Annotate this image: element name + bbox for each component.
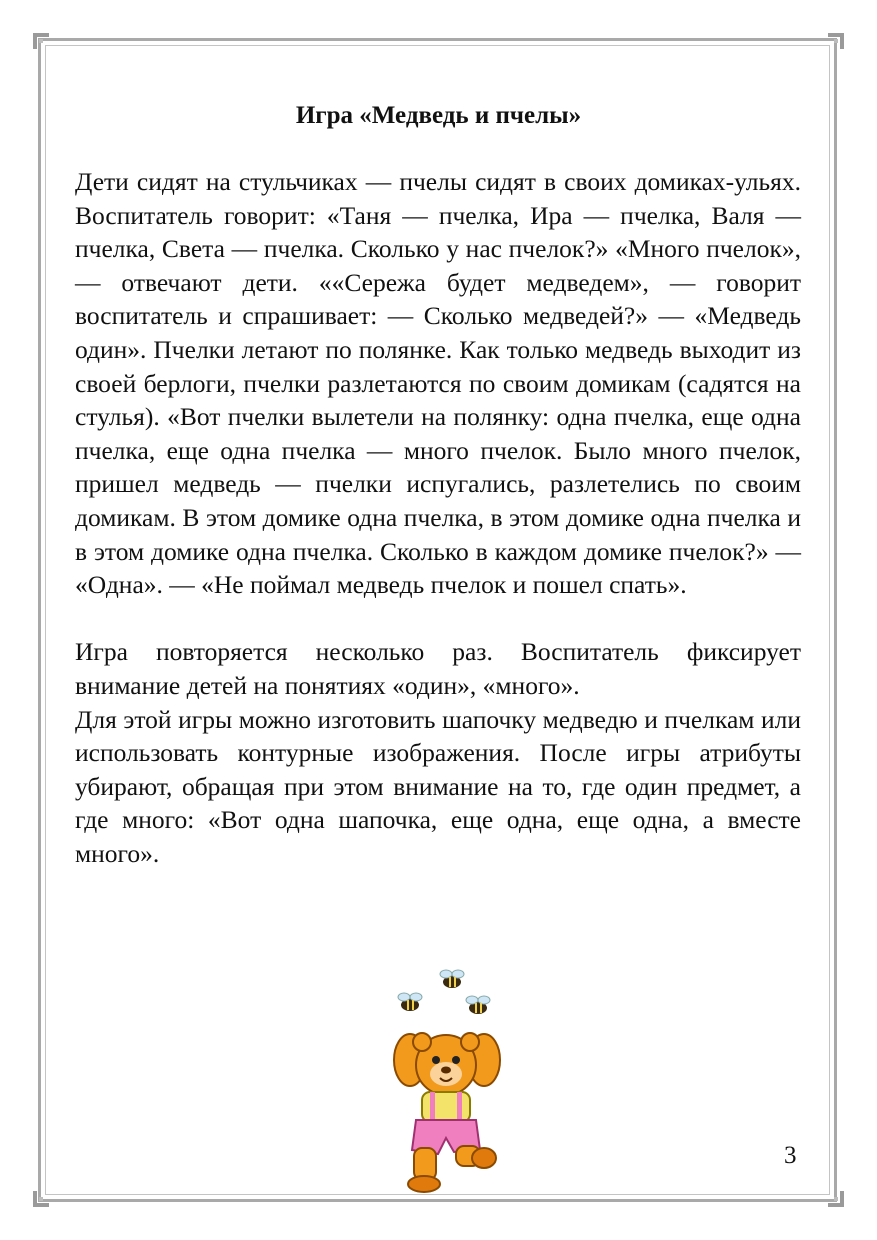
paragraph-spacer bbox=[75, 602, 801, 636]
bee-icon bbox=[440, 970, 464, 988]
bee-icon bbox=[398, 993, 422, 1011]
paragraph-props-note: Для этой игры можно изготовить шапочку медведю и пчелкам или использовать контурные изображения. После игры атрибуты убирают, обращая при этом внимание на то, где один предмет, а где много: «Вот одна шапочка, еще одна, еще одна, а вместе много». bbox=[75, 704, 801, 868]
document-title: Игра «Медведь и пчелы» bbox=[295, 102, 582, 129]
frame-corner-icon bbox=[33, 1191, 49, 1207]
bee-icon bbox=[466, 996, 490, 1014]
paragraph-repeat-note: Игра повторяется несколько раз. Воспитатель фиксирует внимание детей на понятиях «один», «много». bbox=[75, 637, 801, 700]
paragraph-game-description: Дети сидят на стульчиках — пчелы сидят в своих домиках-ульях. Воспитатель говорит: «Таня — пчелка, Ира — пчелка, Валя — пчелка, Света — пчелка. Сколько у нас пчелок?» «Много пчелок», — отвечают дети. ««Сережа будет медведем», — говорит воспитатель и спрашивает: — Сколько медведей?» — «Медведь один». Пчелки летают по полянке. Как только медведь выходит из своей берлоги, пчелки разлетаются по своим домикам (садятся на стулья). «Вот пчелки вылетели на полянку: одна пчелка, еще одна пчелка, еще одна пчелка — много пчелок. Было много пчелок, пришел медведь — пчелки испугались, разлетелись по своим домикам. В этом домике одна пчелка, в этом домике одна пчелка и в этом домике одна пчелка. Сколько в каждом домике пчелок?» — «Одна». — «Не поймал медведь пчелок и пошел спать». bbox=[75, 167, 801, 600]
document-body bbox=[75, 165, 801, 870]
bear-with-bees-illustration bbox=[380, 960, 510, 1196]
frame-corner-icon bbox=[828, 33, 844, 49]
bear-icon bbox=[380, 960, 510, 1196]
frame-corner-icon bbox=[828, 1191, 844, 1207]
frame-corner-icon bbox=[33, 33, 49, 49]
page-number: 3 bbox=[784, 1142, 797, 1169]
